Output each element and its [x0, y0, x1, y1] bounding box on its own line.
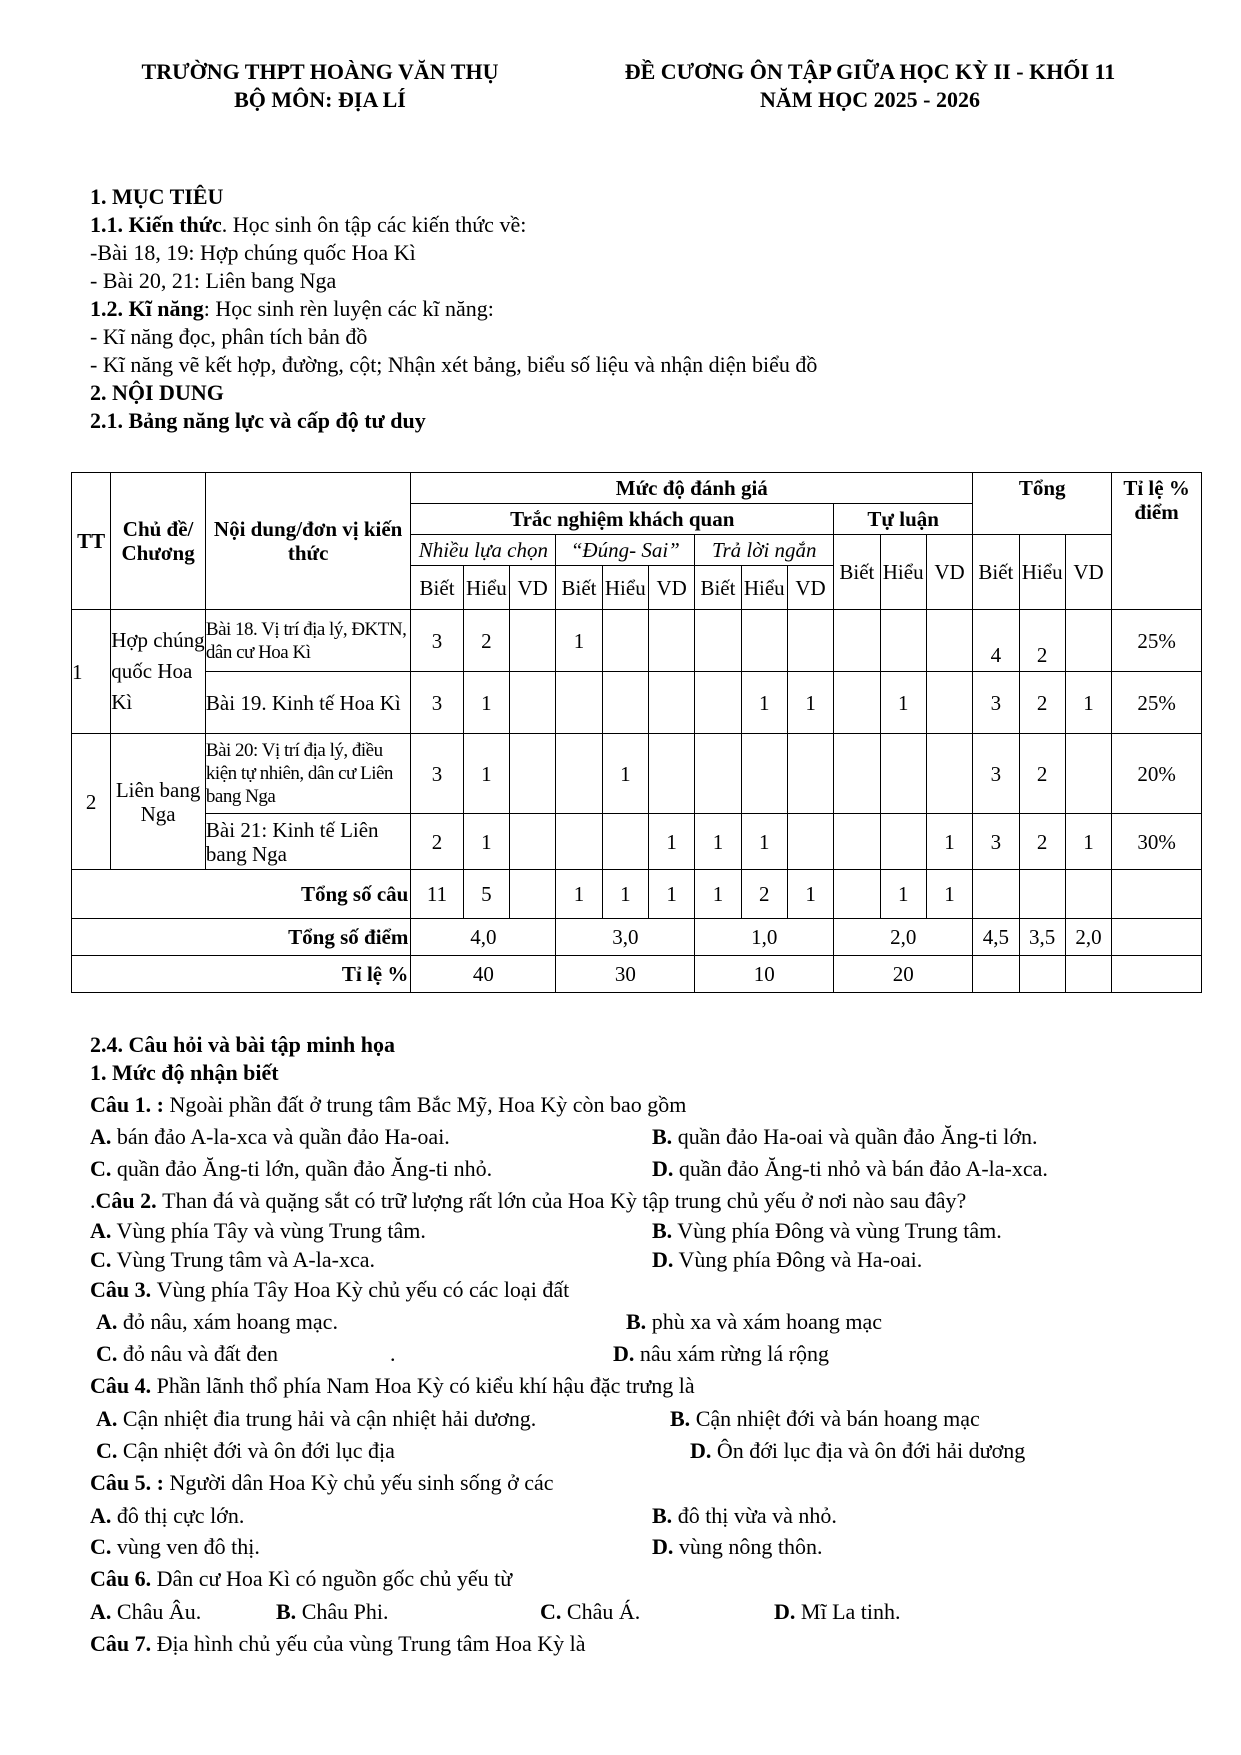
option-text: Châu Á.	[566, 1599, 641, 1624]
cell: 1	[463, 734, 509, 814]
cell: 1	[695, 870, 741, 919]
row-topic: Hợp chúng quốc Hoa Kì	[111, 610, 206, 734]
option-label: D.	[613, 1341, 635, 1366]
header-level: Biết	[973, 535, 1019, 610]
ratio-label: Tỉ lệ %	[72, 956, 411, 993]
table-heading: 2.1. Bảng năng lực và cấp độ tư duy	[90, 408, 426, 433]
knowledge-heading: 1.1. Kiến thức	[90, 212, 222, 237]
question-number: Câu 4.	[90, 1373, 157, 1398]
question-text: Ngoài phần đất ở trung tâm Bắc Mỹ, Hoa Kỳ còn bao gồm	[169, 1092, 687, 1117]
option-a	[90, 1598, 201, 1626]
row-content: Bài 19. Kinh tế Hoa Kì	[205, 672, 410, 734]
cell	[880, 734, 926, 814]
option-d	[652, 1246, 922, 1274]
header-level: Hiểu	[463, 566, 509, 610]
cell: 3,0	[556, 919, 695, 956]
question-text: Địa hình chủ yếu của vùng Trung tâm Hoa Kỳ là	[156, 1631, 586, 1656]
question-1	[90, 1091, 686, 1119]
skill-item-1: - Kĩ năng đọc, phân tích bản đồ	[90, 324, 368, 349]
cell: 1	[880, 870, 926, 919]
cell: 2,0	[1065, 919, 1111, 956]
cell: 1	[602, 870, 648, 919]
skills-heading: 1.2. Kĩ năng	[90, 296, 204, 321]
cell	[695, 610, 741, 672]
option-b	[626, 1308, 882, 1336]
option-text: đô thị vừa và nhỏ.	[677, 1503, 837, 1528]
option-label: C.	[90, 1247, 112, 1272]
cell	[556, 814, 602, 870]
cell: 25%	[1112, 672, 1202, 734]
cell	[1112, 919, 1202, 956]
cell	[1065, 734, 1111, 814]
cell: 5	[463, 870, 509, 919]
question-text: Than đá và quặng sắt có trữ lượng rất lớn của Hoa Kỳ tập trung chủ yếu ở nơi nào sau đây?	[162, 1188, 967, 1213]
cell	[973, 870, 1019, 919]
option-a	[90, 1123, 450, 1151]
option-text: vùng nông thôn.	[678, 1534, 823, 1559]
cell	[648, 734, 694, 814]
option-text: Vùng phía Đông và Ha-oai.	[678, 1247, 923, 1272]
cell	[787, 610, 833, 672]
cell	[602, 814, 648, 870]
option-label: D.	[690, 1438, 712, 1463]
cell	[510, 672, 556, 734]
cell	[973, 956, 1019, 993]
question-prefix: .	[90, 1188, 96, 1213]
option-d	[652, 1533, 823, 1561]
option-text: nâu xám rừng lá rộng	[639, 1341, 829, 1366]
option-text: quần đảo Ăng-ti lớn, quần đảo Ăng-ti nhỏ.	[116, 1156, 493, 1181]
cell	[556, 734, 602, 814]
option-label: B.	[670, 1406, 691, 1431]
cell: 1	[556, 610, 602, 672]
option-c	[90, 1533, 260, 1561]
option-label: A.	[90, 1124, 112, 1149]
cell: 2	[741, 870, 787, 919]
option-text: Châu Phi.	[301, 1599, 389, 1624]
question-text: Phần lãnh thổ phía Nam Hoa Kỳ có kiểu khí hậu đặc trưng là	[156, 1373, 695, 1398]
cell	[787, 734, 833, 814]
cell	[834, 814, 880, 870]
knowledge-text: . Học sinh ôn tập các kiến thức về:	[221, 212, 527, 237]
option-label: B.	[276, 1599, 297, 1624]
cell: 2	[1019, 672, 1065, 734]
option-c	[90, 1155, 492, 1183]
school-name: TRƯỜNG THPT HOÀNG VĂN THỤ	[141, 59, 499, 84]
table-row	[72, 610, 1202, 672]
cell: 1	[787, 672, 833, 734]
option-label: D.	[774, 1599, 796, 1624]
header-level: VD	[510, 566, 556, 610]
header-level: Biết	[834, 535, 880, 610]
cell	[695, 734, 741, 814]
ratio-row	[72, 956, 1202, 993]
option-a	[90, 1502, 244, 1530]
cell	[648, 672, 694, 734]
header-content: Nội dung/đơn vị kiến thức	[205, 473, 410, 610]
question-4	[90, 1372, 695, 1400]
cell: 2	[411, 814, 463, 870]
question-number: Câu 7.	[90, 1631, 157, 1656]
option-c	[540, 1598, 640, 1626]
option-label: D.	[652, 1156, 674, 1181]
option-label: A.	[90, 1218, 112, 1243]
header-score-ratio: Tỉ lệ % điểm	[1112, 473, 1202, 610]
cell: 1	[787, 870, 833, 919]
table-row	[72, 814, 1202, 870]
header-level: Hiểu	[602, 566, 648, 610]
option-label: C.	[96, 1438, 118, 1463]
cell	[1019, 870, 1065, 919]
cell: 1	[741, 672, 787, 734]
cell: 1	[880, 672, 926, 734]
cell: 11	[411, 870, 463, 919]
row-tt: 2	[72, 734, 111, 870]
cell: 30%	[1112, 814, 1202, 870]
cell	[510, 610, 556, 672]
cell	[510, 814, 556, 870]
header-assessment-level: Mức độ đánh giá	[411, 473, 973, 504]
assessment-matrix-table	[71, 472, 1202, 993]
cell	[926, 672, 972, 734]
cell: 1	[556, 870, 602, 919]
cell: 4	[973, 610, 1019, 672]
option-label: C.	[90, 1156, 112, 1181]
option-a	[96, 1308, 338, 1336]
table-row	[72, 672, 1202, 734]
option-label: C.	[96, 1341, 118, 1366]
skills-line	[90, 295, 494, 323]
option-label: A.	[96, 1309, 118, 1334]
option-label: B.	[652, 1503, 673, 1528]
header-true-false: “Đúng- Sai”	[556, 535, 695, 566]
cell	[602, 610, 648, 672]
question-3	[90, 1276, 569, 1304]
cell	[1112, 870, 1202, 919]
skills-text: : Học sinh rèn luyện các kĩ năng:	[203, 296, 494, 321]
cell: 1	[648, 870, 694, 919]
cell	[556, 672, 602, 734]
cell	[602, 672, 648, 734]
option-label: A.	[96, 1406, 118, 1431]
section-objectives: 1. MỤC TIÊU	[90, 184, 224, 209]
cell	[1019, 956, 1065, 993]
question-number: Câu 3.	[90, 1277, 157, 1302]
school-year: NĂM HỌC 2025 - 2026	[760, 87, 980, 112]
option-label: B.	[652, 1124, 673, 1149]
option-text: đỏ nâu, xám hoang mạc.	[122, 1309, 338, 1334]
question-2	[90, 1187, 966, 1215]
question-text: Vùng phía Tây Hoa Kỳ chủ yếu có các loại đất	[156, 1277, 570, 1302]
cell	[1065, 870, 1111, 919]
cell: 10	[695, 956, 834, 993]
cell	[1112, 956, 1202, 993]
cell: 2	[1019, 814, 1065, 870]
option-text: quần đảo Ăng-ti nhỏ và bán đảo A-la-xca.	[678, 1156, 1048, 1181]
cell: 1	[926, 814, 972, 870]
cell: 3	[973, 734, 1019, 814]
cell: 25%	[1112, 610, 1202, 672]
option-text: đô thị cực lớn.	[116, 1503, 245, 1528]
option-d	[774, 1598, 901, 1626]
cell	[926, 610, 972, 672]
cell: 1	[648, 814, 694, 870]
header-level: Biết	[411, 566, 463, 610]
option-text: Cận nhiệt đới và bán hoang mạc	[695, 1406, 980, 1431]
cell: 1	[695, 814, 741, 870]
total-questions-label: Tổng số câu	[72, 870, 411, 919]
header-level: VD	[1065, 535, 1111, 610]
header-tt: TT	[72, 473, 111, 610]
document-title: ĐỀ CƯƠNG ÔN TẬP GIỮA HỌC KỲ II - KHỐI 11	[624, 59, 1116, 84]
cell: 3	[411, 610, 463, 672]
cell: 1	[463, 814, 509, 870]
option-label: A.	[90, 1599, 112, 1624]
question-text: Dân cư Hoa Kì có nguồn gốc chủ yếu từ	[156, 1566, 513, 1591]
option-b	[652, 1123, 1038, 1151]
row-content: Bài 20: Vị trí địa lý, điều kiện tự nhiên, dân cư Liên bang Nga	[205, 734, 410, 814]
cell: 20%	[1112, 734, 1202, 814]
cell: 3	[411, 734, 463, 814]
cell: 2	[1019, 734, 1065, 814]
option-d	[613, 1340, 829, 1368]
option-label: B.	[652, 1218, 673, 1243]
header-short-answer: Trả lời ngắn	[695, 535, 834, 566]
option-text: phù xa và xám hoang mạc	[651, 1309, 882, 1334]
cell	[834, 870, 880, 919]
option-text: Vùng phía Tây và vùng Trung tâm.	[116, 1218, 426, 1243]
cell	[510, 734, 556, 814]
cell	[926, 734, 972, 814]
knowledge-line	[90, 211, 526, 239]
cell: 1,0	[695, 919, 834, 956]
option-text: quần đảo Ha-oai và quần đảo Ăng-ti lớn.	[677, 1124, 1038, 1149]
cell	[834, 610, 880, 672]
question-number: Câu 5. :	[90, 1470, 170, 1495]
cell	[510, 870, 556, 919]
row-content: Bài 18. Vị trí địa lý, ĐKTN, dân cư Hoa Kì	[205, 610, 410, 672]
knowledge-item-1: -Bài 18, 19: Hợp chúng quốc Hoa Kì	[90, 240, 416, 265]
option-a	[90, 1217, 426, 1245]
header-level: Hiểu	[880, 535, 926, 610]
cell: 1	[741, 814, 787, 870]
section-content: 2. NỘI DUNG	[90, 380, 224, 405]
question-number: Câu 1. :	[90, 1092, 170, 1117]
option-b	[652, 1217, 1002, 1245]
header-left	[120, 58, 520, 114]
cell	[741, 734, 787, 814]
header-level: Hiểu	[1019, 535, 1065, 610]
total-questions-row	[72, 870, 1202, 919]
option-c	[96, 1437, 395, 1465]
option-c-dot: .	[390, 1341, 396, 1366]
question-text: Người dân Hoa Kỳ chủ yếu sinh sống ở các	[169, 1470, 554, 1495]
option-label: C.	[90, 1534, 112, 1559]
option-text: Vùng Trung tâm và A-la-xca.	[116, 1247, 375, 1272]
option-text: Cận nhiệt đia trung hải và cận nhiệt hải dương.	[122, 1406, 537, 1431]
cell	[880, 814, 926, 870]
option-text: Cận nhiệt đới và ôn đới lục địa	[122, 1438, 395, 1463]
option-b	[670, 1405, 980, 1433]
cell	[695, 672, 741, 734]
header-total: Tổng	[973, 473, 1112, 535]
row-tt: 1	[72, 610, 111, 734]
cell	[741, 610, 787, 672]
option-c	[96, 1340, 278, 1368]
option-d	[690, 1437, 1025, 1465]
option-text: bán đảo A-la-xca và quần đảo Ha-oai.	[116, 1124, 450, 1149]
cell: 4,5	[973, 919, 1019, 956]
cell	[1065, 610, 1111, 672]
header-essay: Tự luận	[834, 504, 973, 535]
cell: 2	[1019, 610, 1065, 672]
header-level: Biết	[695, 566, 741, 610]
option-b	[276, 1598, 388, 1626]
cell	[787, 814, 833, 870]
option-label: D.	[652, 1534, 674, 1559]
option-label: D.	[652, 1247, 674, 1272]
cell: 20	[834, 956, 973, 993]
level-recognition: 1. Mức độ nhận biết	[90, 1060, 279, 1085]
section-questions: 2.4. Câu hỏi và bài tập minh họa	[90, 1032, 396, 1057]
header-objective-test: Trắc nghiệm khách quan	[411, 504, 834, 535]
cell: 4,0	[411, 919, 556, 956]
cell: 1	[1065, 672, 1111, 734]
question-6	[90, 1565, 512, 1593]
option-text: Ôn đới lục địa và ôn đới hải dương	[716, 1438, 1026, 1463]
total-score-label: Tổng số điểm	[72, 919, 411, 956]
cell: 2,0	[834, 919, 973, 956]
cell: 3	[973, 814, 1019, 870]
cell: 1	[463, 672, 509, 734]
option-c	[90, 1246, 375, 1274]
cell: 30	[556, 956, 695, 993]
cell: 3,5	[1019, 919, 1065, 956]
cell: 3	[973, 672, 1019, 734]
skill-item-2: - Kĩ năng vẽ kết hợp, đường, cột; Nhận xét bảng, biểu số liệu và nhận diện biểu đồ	[90, 352, 818, 377]
cell: 40	[411, 956, 556, 993]
option-label: C.	[540, 1599, 562, 1624]
header-level: Biết	[556, 566, 602, 610]
question-5	[90, 1469, 554, 1497]
cell: 1	[1065, 814, 1111, 870]
table-row	[72, 734, 1202, 814]
header-topic: Chủ đề/ Chương	[111, 473, 206, 610]
question-number: Câu 6.	[90, 1566, 157, 1591]
cell	[834, 734, 880, 814]
header-right	[580, 58, 1160, 114]
option-label: B.	[626, 1309, 647, 1334]
option-d	[652, 1155, 1048, 1183]
row-content: Bài 21: Kinh tế Liên bang Nga	[205, 814, 410, 870]
question-7	[90, 1630, 586, 1658]
header-level: VD	[648, 566, 694, 610]
total-score-row	[72, 919, 1202, 956]
option-text: Châu Âu.	[116, 1599, 202, 1624]
row-topic: Liên bang Nga	[111, 734, 206, 870]
option-text: vùng ven đô thị.	[116, 1534, 260, 1559]
knowledge-item-2: - Bài 20, 21: Liên bang Nga	[90, 268, 337, 293]
cell	[648, 610, 694, 672]
option-label: A.	[90, 1503, 112, 1528]
option-text: đỏ nâu và đất đen	[122, 1341, 279, 1366]
option-text: Mĩ La tinh.	[800, 1599, 901, 1624]
cell: 3	[411, 672, 463, 734]
option-b	[652, 1502, 837, 1530]
cell	[834, 672, 880, 734]
cell: 1	[926, 870, 972, 919]
option-a	[96, 1405, 536, 1433]
subject-name: BỘ MÔN: ĐỊA LÍ	[234, 87, 406, 112]
header-level: Hiểu	[741, 566, 787, 610]
cell: 2	[463, 610, 509, 672]
cell: 1	[602, 734, 648, 814]
header-level: VD	[926, 535, 972, 610]
cell	[1065, 956, 1111, 993]
header-level: VD	[787, 566, 833, 610]
option-text: Vùng phía Đông và vùng Trung tâm.	[677, 1218, 1002, 1243]
header-multiple-choice: Nhiều lựa chọn	[411, 535, 556, 566]
question-number: Câu 2.	[95, 1188, 163, 1213]
cell	[880, 610, 926, 672]
